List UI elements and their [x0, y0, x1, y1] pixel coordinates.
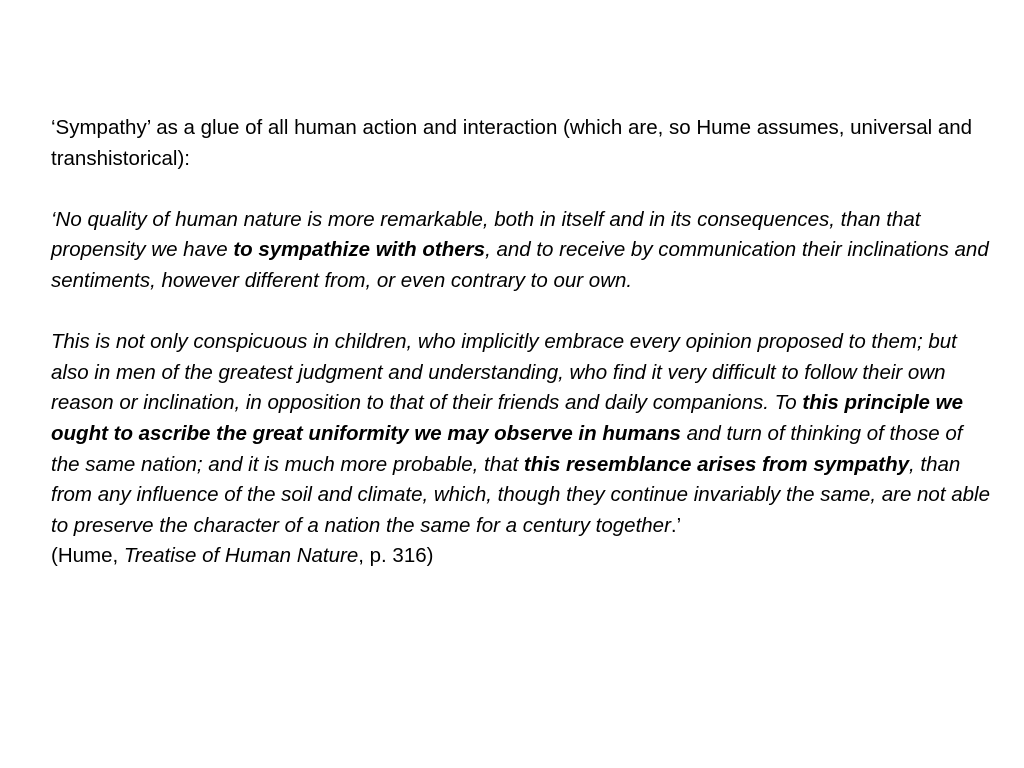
quote2-text-part2: and turn of thinking of those of the same nation; and it is much more probable, that — [51, 421, 963, 476]
citation-close: , p. 316) — [358, 544, 434, 568]
citation-open: (Hume, — [51, 544, 124, 568]
quote2-text-part1: This is not only conspicuous in children, who implicitly embrace every opinion proposed to them; but also in men of the greatest judgment and understanding, who find it very difficult to follow their own reason or inclination, in opposition to that of their friends and daily companions. To — [51, 330, 957, 415]
intro-paragraph — [51, 113, 991, 174]
paragraph-spacer — [51, 174, 991, 205]
quote-paragraph-1 — [51, 205, 991, 297]
intro-text: ‘Sympathy’ as a glue of all human action and interaction (which are, so Hume assumes, universal and transhistorical): — [51, 116, 973, 170]
citation-title: Treatise of Human Nature — [123, 544, 359, 568]
quote2-text-part3: , than from any influence of the soil and climate, which, though they continue invariably the same, are not able to preserve the character of a nation the same for a century together — [51, 452, 990, 537]
quote1-text-part1: ‘No quality of human nature is more remarkable, both in itself and in its consequences, than that propensity we have — [51, 207, 921, 262]
quote-paragraph-2 — [51, 327, 991, 541]
quote2-closing-mark: .’ — [670, 513, 682, 537]
quote2-emphasis-resemblance: this resemblance arises from sympathy — [523, 452, 910, 476]
quote1-emphasis-sympathize: to sympathize with others — [233, 238, 486, 262]
slide-text-body — [51, 113, 991, 572]
quote1-text-part2: , and to receive by communication their inclinations and sentiments, however different from, or even contrary to our own. — [51, 238, 989, 292]
paragraph-spacer — [51, 297, 991, 328]
citation — [51, 541, 991, 572]
quote2-emphasis-uniformity: this principle we ought to ascribe the great uniformity we may observe in humans — [51, 391, 963, 445]
